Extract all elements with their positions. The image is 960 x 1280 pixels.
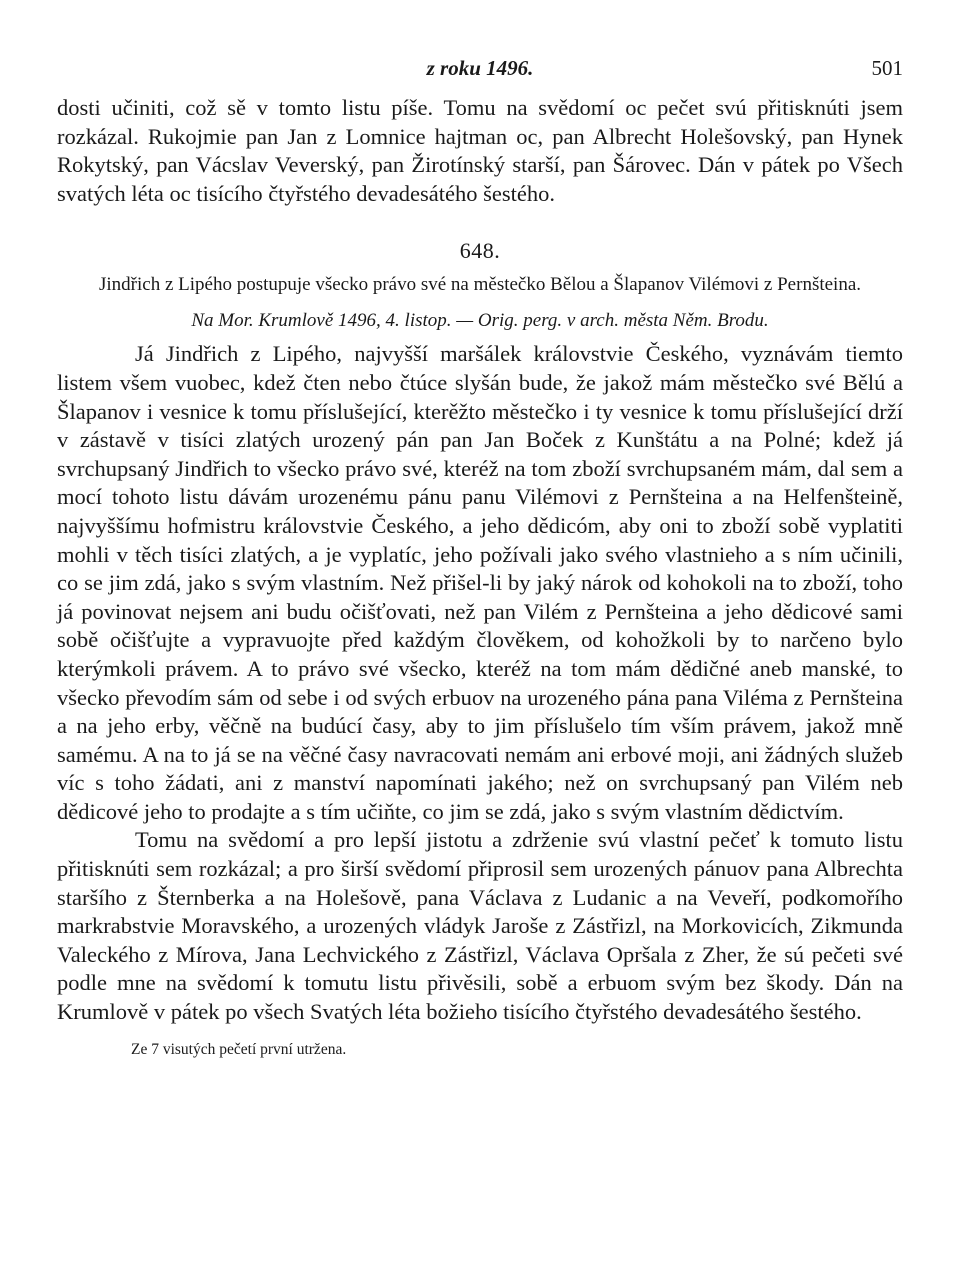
intro-paragraph: dosti učiniti, což sě v tomto listu píše. Tomu na svědomí oc pečet svú přitisknúti jsem rozkázal. Rukojmie pan Jan z Lomnice hajtman oc, pan Albrecht Holešovský, pan Hynek Rokytský, pan Vácslav Veverský, pan Žirotínský starší, pan Šárovec. Dán v pátek po Všech svatých léta oc tisícího čtyřstého devadesátého šestého. [57,95,903,206]
body-paragraph-1: Já Jindřich z Lipého, najvyšší maršálek královstvie Českého, vyznávám tiemto listem všem vuobec, kdež čten nebo čtúce slyšán bude, že jakož mám městečko své Bělú a Šlapanov i vesnice k tomu příslušející, kterěžto městečko i ty vesnice k tomu příslušející drží v zástavě v tisíci zlatých urozený pán pan Jan Boček z Kunštátu a na Polné; kdež já svrchupsaný Jindřich to všecko právo své, kteréž na tom zboží svrchupsaném mám, dal sem a mocí tohoto listu dávám urozenému pánu panu Vilémovi z Pernšteina a na Helfenšteině, najvyššímu hofmistru královstvie Českého, a jeho dědicóm, aby oni to zboží sobě vyplatiti mohli v těch tisíci zlatých, a je vyplatíc, jeho požívali jako svého vlastnieho a s ním učinili, co se jim zdá, jako s svým vlastním. Než přišel-li by jaký nárok od kohokoli na to zboží, toho já povinovat nejsem ani budu očišťovati, než pan Vilém z Pernšteina a jeho dědicové sami sobě očišťujte a vypravuojte před každým člověkem, od kohožkoli by to narčeno bylo kterýmkoli právem. A to právo své všecko, kteréž na tom mám dědičné aneb manské, to všecko převodím sám od sebe i od svých erbuov na urozeného pána pana Viléma z Pernšteina a na jeho erby, věčně na budúcí časy, aby to jim příslušelo tím vším právem, jakož mně samému. A na to já se na věčné časy navracovati nemám ani erbové moji, ani žádných služeb víc s toho žádati, ani z manství napomínati jakého; než on svrchupsaný pan Vilém neb dědicové jeho to prodajte a s tím učiňte, co jim se zdá, jako s svým vlastním dědictvím. [57,341,903,824]
document-number: 648. [459,238,501,264]
document-page [57,52,903,1059]
document-source: Na Mor. Krumlově 1496, 4. listop. — Orig. perg. v arch. města Něm. Brodu. [191,310,769,332]
footnote: Ze 7 visutých pečetí první utržena. [131,1040,347,1058]
running-title: z roku 1496. [426,56,534,80]
document-regest: Jindřich z Lipého postupuje všecko právo své na městečko Bělou a Šlapanov Vilémovi z Pernšteina. [98,274,862,296]
page-number: 501 [871,56,903,80]
running-header [57,52,903,86]
body-paragraph-2: Tomu na svědomí a pro lepší jistotu a zdrženie svú vlastní pečeť k tomuto listu přitisknúti sem rozkázal; a pro širší svědomí připrosil sem urozených pánuov pana Albrechta staršího z Šternberka a na Holešově, pana Václava z Ludanic a na Veveří, podkomořího markrabstvie Moravského, a urozených vládyk Jaroše z Zástřizl, na Morkovicích, Zikmunda Valeckého z Mírova, Jana Lechvického z Zástřizl, Václava Opršala z Zher, že sú pečeti své podle mne na svědomí k tomutu listu přivěsili, sobě a erbuom svým bez škody. Dán na Krumlově v pátek po všech Svatých léta božieho tisícího čtyřstého devadesátého šestého. [57,827,903,1025]
